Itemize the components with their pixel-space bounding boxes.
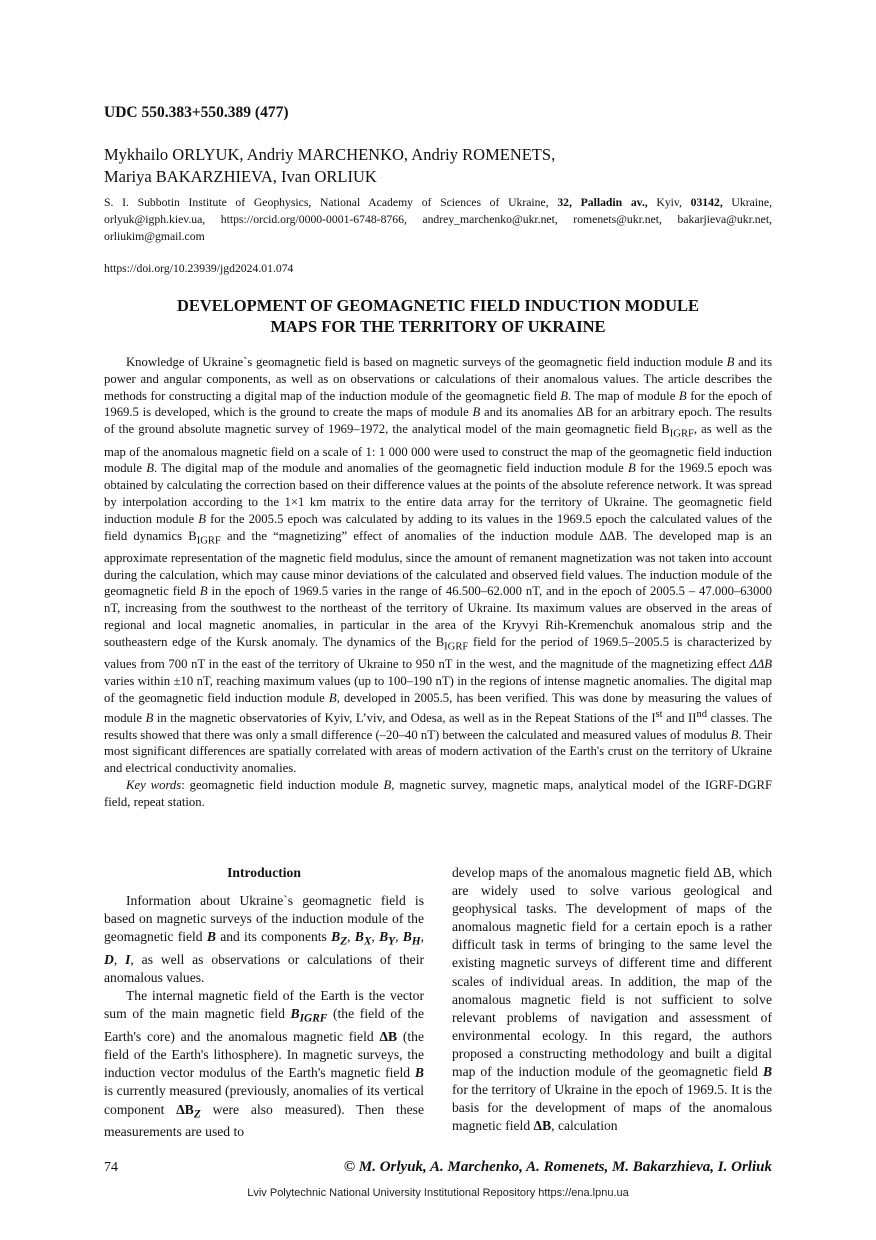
right-column bbox=[452, 864, 772, 1135]
page-number: 74 bbox=[104, 1160, 118, 1175]
paragraph: The internal magnetic field of the Earth is the vector sum of the main magnetic field $B_{IGRF}$ (the field of the Earth's core) and the anomalous magnetic field ΔB (the field of the Earth's lithosphere). In magnetic surveys, the induction vector modulus of the Earth's magnetic field B is currently measured (previously, anomalies of its vertical component $\Delta B_Z$ were also measured). Then these measurements are used to bbox=[104, 988, 424, 1140]
paragraph: develop maps of the anomalous magnetic field ΔB, which are widely used to solve various geological and geophysical tasks. The development of maps of the anomalous magnetic field for a certain epoch is a rather difficult task in terms of bringing to the same level the existing magnetic surveys of different time and different scales of individual areas. In addition, the map of the anomalous magnetic field is not sufficient to solve relevant problems of navigation and assessment of environmental ecology. In this regard, the authors proposed a constructing methodology and built a digital map of the induction module of the geomagnetic field B for the territory of Ukraine in the epoch of 1969.5. It is the basis for the development of maps of the anomalous magnetic field ΔB, calculation bbox=[452, 865, 773, 1134]
author-line: Mariya BAKARZHIEVA, Ivan ORLIUK bbox=[104, 167, 377, 186]
article-title: DEVELOPMENT OF GEOMAGNETIC FIELD INDUCTION MODULE MAPS FOR THE TERRITORY OF UKRAINE bbox=[176, 296, 700, 336]
udc-code: UDC 550.383+550.389 (477) bbox=[104, 104, 289, 121]
doi-link[interactable]: https://doi.org/10.23939/jgd2024.01.074 bbox=[104, 262, 294, 275]
keywords: Key words: geomagnetic field induction module B, magnetic survey, magnetic maps, analytical model of the IGRF-DGRF field, repeat station. bbox=[104, 777, 773, 809]
copyright-line: © M. Orlyuk, A. Marchenko, A. Romenets, M. Bakarzhieva, I. Orliuk bbox=[343, 1159, 772, 1175]
affiliation: S. I. Subbotin Institute of Geophysics, National Academy of Sciences of Ukraine, 32, Palladin av., Kyiv, 03142, Ukraine, orlyuk@igph.kiev.ua, https://orcid.org/0000-0001-6748-8766, andrey_marchenko@ukr.net, romenets@ukr.net, bakarjieva@ukr.net, orliukim@gmail.com bbox=[104, 196, 772, 243]
repository-footer: Lviv Polytechnic National University Institutional Repository https://ena.lpnu.ua bbox=[247, 1187, 629, 1199]
author-line: Mykhailo ORLYUK, Andriy MARCHENKO, Andriy ROMENETS, bbox=[104, 145, 556, 164]
left-column bbox=[104, 864, 424, 1141]
section-heading: Introduction bbox=[227, 865, 301, 880]
abstract-text: Knowledge of Ukraine`s geomagnetic field is based on magnetic surveys of the geomagnetic field induction module B and its power and angular components, as well as on observations or calculations of their anomalous values. The article describes the methods for constructing a digital map of the induction module of the geomagnetic field B. The map of module B for the epoch of 1969.5 is developed, which is the ground to create the maps of module B and its anomalies ΔB for an arbitrary epoch. The results of the ground absolute magnetic survey of 1969–1972, the analytical model of the main geomagnetic field $B_{IGRF}$, as well as the map of the anomalous magnetic field on a scale of 1: 1 000 000 were used to construct the map of the geomagnetic field induction module B. The digital map of the module and anomalies of the geomagnetic field induction module B for the 1969.5 epoch was obtained by calculating the correction based on their difference values at the points of the absolute reference network. It was spread by interpolation according to the 1×1 km matrix to the entire data array for the territory of Ukraine. The geomagnetic field induction module B for the 2005.5 epoch was calculated by adding to its values in the 1969.5 epoch the calculated values of the field dynamics $B_{IGRF}$ and the “magnetizing” effect of anomalies of the induction module ΔΔB. The developed map is an approximate representation of the magnetic field modulus, since the amount of remanent magnetization was not taken into account during the calculation, which may cause minor deviations of the calculated and observed field values. The induction module of the geomagnetic field B in the epoch of 1969.5 varies in the range of 46.500–62.000 nT, and in the epoch of 2005.5 – 47.000–63000 nT, increasing from the southwest to the northeast of the territory of Ukraine. Its maximum values are observed in the areas of regional and local magnetic anomalies, in particular in the area of the Kryvyi Rih-Kremenchuk anomalous strip and the southeastern edge of the Kursk anomaly. The dynamics of the $B_{IGRF}$ field for the period of 1969.5–2005.5 is characterized by values from 700 nT in the east of the territory of Ukraine to 950 nT in the west, and the magnitude of the magnetizing effect ΔΔB varies within ±10 nT, reaching maximum values (up to 100–190 nT) in the regions of intense magnetic anomalies. The digital map of the geomagnetic field induction module B, developed in 2005.5, has been verified. This was done by measuring the values of module B in the magnetic observatories of Kyiv, L’viv, and Odesa, as well as in the Repeat Stations of the Ist and IInd classes. The results showed that there was only a small difference (–20–40 nT) between the calculated and measured values of modulus B. Their most significant differences are spatially correlated with areas of modern activation of the Earth's crust on the territory of Ukraine and electrical conductivity anomalies. bbox=[104, 355, 773, 776]
author-list bbox=[104, 144, 784, 188]
paragraph: Information about Ukraine`s geomagnetic field is based on magnetic surveys of the induction module of the geomagnetic field B and its components $B_Z$, $B_X$, $B_Y$, $B_H$, D, I, as well as observations or calculations of their anomalous values. bbox=[104, 893, 425, 986]
abstract bbox=[104, 354, 772, 811]
